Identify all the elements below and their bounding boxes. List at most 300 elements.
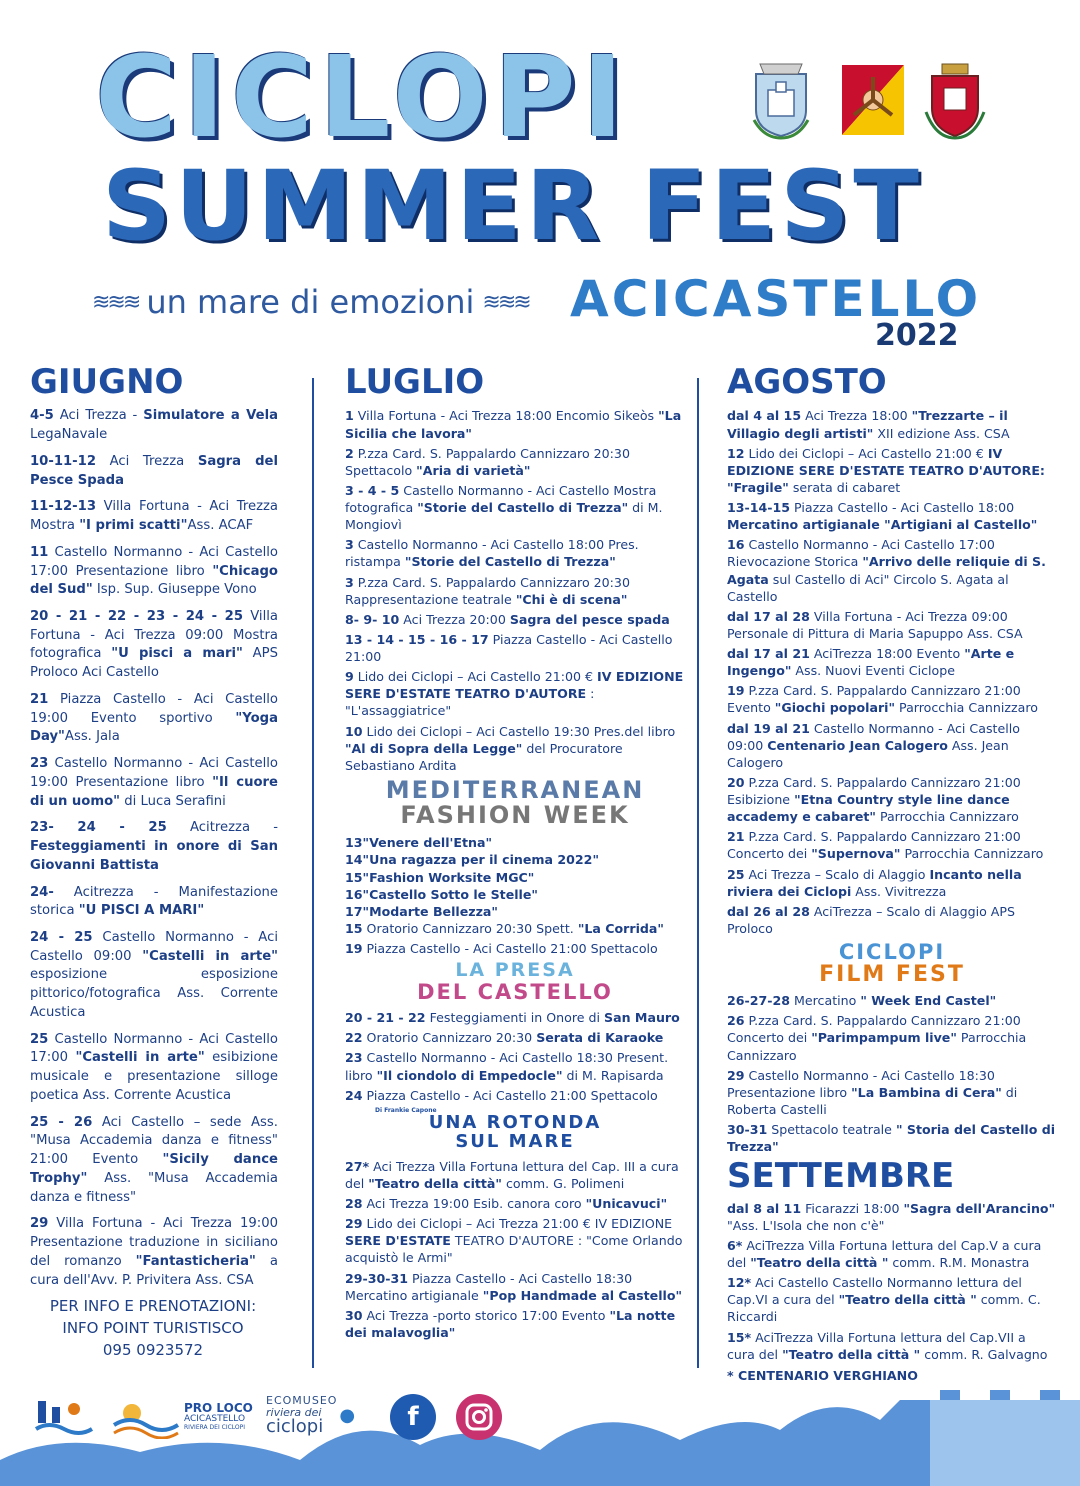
event-text: Aci Castello – sede Ass. "Musa Accademia danza e fitness" 21:00 Evento (30, 1114, 278, 1168)
event-tail: di Luca Serafini (120, 793, 226, 809)
event-entry (345, 407, 685, 441)
event-date: 15 (345, 869, 363, 885)
title-summer-fest: SUMMER FEST (102, 150, 923, 262)
event-tail: Parrocchia Cannizzaro (900, 846, 1044, 862)
event-date: dal 26 al 28 (727, 903, 810, 919)
event-entry (30, 498, 278, 535)
event-highlight: "Venere dell'Etna" (362, 835, 493, 851)
fashion-logo-line1: MEDITERRANEAN (385, 775, 645, 804)
event-highlight: "Teatro della città " (782, 1346, 921, 1362)
event-entry (727, 992, 1057, 1009)
event-highlight: "Castelli in arte" (75, 1050, 205, 1066)
event-text: Castello Normanno - Aci Castello 17:00 (30, 1031, 278, 1066)
agosto-events (727, 992, 1057, 1155)
event-highlight: "Parimpampum live" (811, 1030, 957, 1046)
event-highlight: Festeggiamenti in onore di San Giovanni Battista (30, 839, 278, 873)
event-date: 3 (345, 537, 354, 553)
event-entry (727, 720, 1057, 771)
event-highlight: Sagra del Pesce Spada (30, 453, 278, 488)
event-tail: esposizione esposizione pittorico/fotografica Ass. Corrente Acustica (30, 967, 278, 1020)
event-highlight: "Modarte Bellezza" (362, 903, 498, 919)
event-date: 13 (345, 835, 363, 851)
catania-crest-icon (922, 60, 988, 140)
event-highlight: "La Corrida" (577, 920, 664, 936)
event-highlight: "U pisci a mari" (111, 646, 243, 662)
event-entry (727, 1012, 1057, 1063)
event-text: Castello Normanno - Aci Castello 19:00 Presentazione libro (30, 756, 278, 790)
event-entry (345, 1087, 685, 1104)
event-highlight: Simulatore a Vela (143, 408, 278, 424)
event-entry (345, 1029, 685, 1046)
event-entry (727, 1237, 1057, 1271)
event-date: 3 - 4 - 5 (345, 482, 400, 498)
event-highlight: "La Sicilia che lavora" (345, 408, 682, 441)
event-highlight: Sagra del pesce spada (509, 611, 670, 627)
mediterranean-fashion-week-logo (345, 775, 685, 830)
event-highlight: "Il ciondolo di Empedocle" (376, 1067, 563, 1083)
event-text: Aci Castello Castello Normanno lettura del Cap.VI a cura del (727, 1275, 1022, 1308)
event-tail: serata di cabaret (788, 479, 901, 495)
event-tail: Ass. Jean Calogero (727, 737, 1009, 770)
event-highlight: Incanto nella riviera dei Ciclopi (727, 866, 1022, 899)
event-highlight: SERE D'ESTATE (345, 1233, 451, 1249)
proloco-line2: ACICASTELLO (184, 1414, 246, 1425)
event-entry (345, 869, 685, 886)
event-entry (345, 886, 685, 903)
event-entry (345, 1049, 685, 1083)
event-date: 27* (345, 1158, 370, 1174)
event-highlight: "Teatro della città " (838, 1292, 977, 1308)
fashion-logo-line2: FASHION WEEK (400, 801, 630, 830)
event-entry (727, 1329, 1057, 1363)
event-highlight: IV EDIZIONE SERE D'ESTATE TEATRO D'AUTORE: "Fragile" (727, 445, 1045, 495)
event-highlight: Mercatino artigianale "Artigiani al Castello" (727, 517, 1038, 533)
event-entry (30, 819, 278, 875)
column-agosto (727, 364, 1057, 1384)
proloco-logo[interactable] (110, 1395, 253, 1439)
event-date: 21 (30, 691, 49, 707)
event-date: 29-30-31 (345, 1270, 409, 1286)
event-date: 12* (727, 1275, 752, 1291)
event-highlight: "Castelli in arte" (142, 948, 279, 964)
event-text: Villa Fortuna - Aci Trezza 19:00 Presentazione traduzione in siciliano del romanzo (30, 1216, 278, 1269)
event-text: Aci Trezza - (53, 408, 144, 424)
event-entry (30, 544, 278, 600)
event-date: dal 4 al 15 (727, 408, 802, 424)
event-entry (30, 453, 278, 490)
event-entry (30, 1114, 278, 1208)
event-highlight: "Fashion Worksite MGC" (362, 869, 535, 885)
event-entry (30, 884, 278, 921)
event-text: Castello Normanno - Aci Castello 09:00 (30, 930, 279, 964)
event-text: P.zza Card. S. Pappalardo Cannizzaro 21:00 Evento (727, 683, 1021, 716)
event-text: Castello Normanno - Aci Castello 18:00 Pres. ristampa (345, 537, 639, 570)
event-tail: : "L'assaggiatrice" (345, 686, 595, 719)
event-highlight: "Fantasticheria" (135, 1253, 256, 1269)
fashion-events (345, 834, 685, 920)
waves-icon: ≋≋≋ (92, 289, 139, 315)
event-date: 14 (345, 852, 363, 868)
event-entry (345, 611, 685, 628)
event-date: 19 (345, 941, 363, 957)
waves-icon: ≋≋≋ (482, 289, 529, 315)
event-tail: Parrocchia Cannizzaro (727, 1030, 1027, 1063)
event-entry (727, 1121, 1057, 1155)
column-divider (312, 378, 314, 1368)
event-tail: comm. R. Galvagno (920, 1346, 1048, 1362)
event-date: 23 (345, 1050, 363, 1066)
event-date: 6* (727, 1237, 743, 1253)
event-date: 15 (345, 920, 363, 936)
info-phone[interactable]: 095 0923572 (102, 1340, 204, 1359)
event-highlight: "Una ragazza per il cinema 2022" (362, 852, 600, 868)
event-tail: Ass. Vivitrezza (851, 883, 947, 899)
event-text: AciTrezza – Scalo di Alaggio APS Proloco (727, 903, 1015, 936)
luglio-events (345, 920, 685, 957)
event-text: Piazza Castello - Aci Castello 18:30 Mercatino artigianale (345, 1270, 633, 1303)
event-text: Piazza Castello - Aci Castello 21:00 Spettacolo (362, 941, 658, 957)
event-highlight: IV EDIZIONE SERE D'ESTATE TEATRO D'AUTORE (345, 669, 684, 702)
event-entry (727, 682, 1057, 716)
event-text: Lido dei Ciclopi – Aci Castello 19:30 Pres.del libro (362, 723, 676, 739)
event-tail: XII edizione Ass. CSA (873, 425, 1010, 441)
event-text: Aci Trezza Villa Fortuna lettura del Cap. III a cura del (345, 1158, 679, 1191)
event-text: Aci Trezza 19:00 Esib. canora coro (362, 1196, 586, 1212)
event-text: Lido dei Ciclopi – Aci Castello 21:00 € (744, 445, 988, 461)
event-tail: Ass. ACAF (187, 518, 254, 534)
event-highlight: "Castello Sotto le Stelle" (362, 886, 538, 902)
event-tail: Ass. Nuovi Eventi Ciclope (791, 663, 955, 679)
event-date: 25 (727, 866, 745, 882)
event-entry (345, 574, 685, 608)
event-entry (727, 608, 1057, 642)
event-entry (727, 1200, 1057, 1234)
event-text: Villa Fortuna - Aci Trezza 18:00 Encomio Sikeòs (353, 408, 659, 424)
event-highlight: "Supernova" (811, 846, 901, 862)
event-highlight: Serata di Karaoke (536, 1030, 664, 1046)
event-date: 29 (345, 1216, 363, 1232)
event-text: Castello Normanno - Aci Castello 18:30 Present. libro (345, 1050, 669, 1083)
event-date: 30 (345, 1307, 363, 1323)
event-tail: sul Castello di Aci" Circolo S. Agata al Castello (727, 571, 1009, 604)
presa-logo-line1: LA PRESA (455, 959, 575, 982)
event-date: 10 (345, 723, 363, 739)
ecomuseo-line3: ciclopi (266, 1416, 324, 1438)
event-entry (30, 755, 278, 811)
month-title-giugno: GIUGNO (30, 362, 184, 402)
event-text: P.zza Card. S. Pappalardo Cannizzaro 20:30 Spettacolo (345, 445, 630, 478)
proloco-line1: PRO LOCO (184, 1401, 253, 1416)
event-date: 4-5 (30, 408, 54, 424)
event-highlight: "Arte e Ingengo" (727, 646, 1015, 679)
event-entry (727, 774, 1057, 825)
event-date: 21 (727, 829, 745, 845)
event-tail: Parrocchia Cannizzaro (895, 700, 1038, 716)
event-text: Aci Trezza -porto storico 17:00 Evento (362, 1307, 610, 1323)
event-tail: LegaNavale (30, 427, 108, 443)
event-entry (345, 903, 685, 920)
event-tail: comm. R.M. Monastra (888, 1255, 1030, 1271)
event-highlight: "Sicily dance Trophy" (30, 1152, 278, 1186)
event-highlight: "La notte dei malavoglia" (345, 1307, 676, 1340)
place-name: ACICASTELLO (570, 270, 982, 328)
event-highlight: "U PISCI A MARI" (78, 903, 205, 919)
event-date: 3 (345, 574, 354, 590)
event-highlight: "Etna Country style line dance accademy e cabaret" (727, 792, 1010, 825)
event-text: Aci Trezza – Scalo di Alaggio (744, 866, 930, 882)
event-date: 24 (345, 1087, 363, 1103)
event-entry (727, 499, 1057, 533)
event-entry (727, 536, 1057, 605)
ecomuseo-line1: ECOMUSEO (266, 1394, 338, 1407)
event-date: 22 (345, 1030, 363, 1046)
event-highlight: "Trezzarte – il Villagio degli artisti" (727, 408, 1008, 441)
event-date: 8- 9- 10 (345, 611, 400, 627)
event-text: Lido dei Ciclopi – Aci Trezza 21:00 € IV EDIZIONE (362, 1216, 673, 1232)
event-date: 16 (345, 886, 363, 902)
event-text: Aci Trezza (96, 453, 198, 469)
event-text: Aci Trezza 20:00 (399, 611, 510, 627)
municipality-logo[interactable] (34, 1395, 94, 1439)
event-tail: Parrocchia Cannizzaro (875, 809, 1019, 825)
footnote: * CENTENARIO VERGHIANO (727, 1367, 918, 1383)
acicastello-crest-icon (748, 60, 814, 140)
info-line1: PER INFO E PRENOTAZIONI: (49, 1297, 257, 1315)
event-entry (345, 445, 685, 479)
proloco-line3: RIVIERA DEI CICLOPI (184, 1424, 246, 1432)
event-entry (345, 940, 685, 957)
event-entry (727, 1274, 1057, 1325)
event-date: dal 17 al 21 (727, 646, 810, 662)
month-title-agosto: AGOSTO (727, 362, 887, 402)
event-tail: di M. Mongiovì (345, 500, 663, 533)
sicily-flag-icon (840, 60, 906, 140)
event-entry (727, 828, 1057, 862)
una-rotonda-sul-mare-logo (345, 1108, 685, 1152)
event-text: Castello Normanno - Aci Castello 18:30 Presentazione libro (727, 1067, 995, 1100)
event-date: 13 - 14 - 15 - 16 - 17 (345, 631, 489, 647)
event-entry (345, 1270, 685, 1304)
event-entry (345, 1215, 685, 1266)
event-highlight: "Arrivo delle reliquie di S. Agata (727, 554, 1046, 587)
event-highlight: " Storia del Castello di Trezza" (727, 1122, 1056, 1155)
event-date: 25 - 26 (30, 1114, 93, 1130)
event-highlight: "Yoga Day" (30, 710, 278, 745)
event-entry (30, 1031, 278, 1106)
title-ciclopi: CICLOPI (95, 33, 630, 163)
event-highlight: "Teatro della città" (368, 1175, 502, 1191)
year: 2022 (875, 318, 959, 353)
event-entry (345, 536, 685, 570)
event-entry (30, 691, 278, 747)
event-entry (345, 1158, 685, 1192)
event-entry (30, 407, 278, 444)
event-date: 24 - 25 (30, 930, 93, 946)
event-text: Castello Normanno - Aci Castello 17:00 Rievocazione Storica (727, 537, 995, 570)
column-divider (697, 378, 699, 1368)
event-entry (30, 608, 278, 683)
event-entry (727, 407, 1057, 441)
event-date: 1 (345, 408, 354, 424)
event-text: Aci Trezza 18:00 (801, 408, 912, 424)
event-highlight: "Unicavuci" (585, 1196, 668, 1212)
event-tail: Ass. Jala (64, 729, 120, 745)
event-text: Spettacolo teatrale (767, 1122, 896, 1138)
event-tail: comm. G. Polimeni (502, 1175, 625, 1191)
event-text: Festeggiamenti in Onore di (425, 1010, 605, 1026)
event-text: P.zza Card. S. Pappalardo Cannizzaro 21:00 Esibizione (727, 774, 1021, 808)
event-highlight: "Teatro della città " (750, 1255, 889, 1271)
event-date: 9 (345, 669, 354, 685)
event-text: AciTrezza Villa Fortuna lettura del Cap.VII a cura del (727, 1329, 1026, 1362)
event-text: Piazza Castello - Aci Castello 21:00 Spettacolo (362, 1087, 658, 1103)
event-date: 13-14-15 (727, 500, 791, 516)
film-fest-logo-line2: FILM FEST (819, 962, 965, 988)
event-entry (30, 929, 278, 1023)
event-entry (727, 903, 1057, 937)
rotonda-author: Di Frankie Capone (375, 1106, 437, 1114)
event-entry (727, 645, 1057, 679)
event-highlight: "La Bambina di Cera" (851, 1084, 1002, 1100)
event-entry (30, 1215, 278, 1290)
event-entry (345, 723, 685, 774)
event-date: 23 (30, 756, 49, 772)
event-highlight: "Pop Handmade al Castello" (482, 1287, 683, 1303)
event-text: Castello Normanno - Aci Castello Mostra fotografica (345, 482, 657, 516)
event-text: Piazza Castello - Aci Castello 21:00 (345, 631, 673, 665)
event-date: 15* (727, 1329, 752, 1345)
event-date: 24- (30, 884, 54, 900)
instagram-icon[interactable] (456, 1394, 502, 1440)
event-text: Ficarazzi 18:00 (801, 1200, 904, 1216)
event-date: 26 (727, 1013, 745, 1029)
event-date: 11-12-13 (30, 499, 97, 515)
event-highlight: "Storie del Castello di Trezza" (404, 554, 616, 570)
event-tail: esibizione musicale e presentazione silloge poetica Ass. Corrente Acustica (30, 1050, 278, 1103)
event-text: Acitrezza - Manifestazione storica (30, 884, 278, 919)
ecomuseo-mark-icon: ● (339, 1405, 356, 1427)
month-title-settembre: SETTEMBRE (727, 1156, 955, 1197)
event-highlight: "Chi è di scena" (515, 591, 628, 607)
event-highlight: "Giochi popolari" (774, 700, 896, 716)
event-date: 17 (345, 903, 363, 919)
event-entry (727, 1067, 1057, 1118)
presa-del-castello-logo (345, 961, 685, 1003)
ecomuseo-line2: riviera dei (266, 1405, 322, 1419)
ecomuseo-logo[interactable] (266, 1395, 355, 1437)
event-tail: "Ass. L'Isola che non c'è" (727, 1217, 885, 1233)
event-text: Villa Fortuna - Aci Trezza 09:00 Mostra fotografica (30, 609, 279, 662)
event-text: Acitrezza - (166, 820, 278, 836)
event-text: P.zza Card. S. Pappalardo Cannizzaro 21:00 Concerto dei (727, 829, 1021, 862)
event-text: Oratorio Cannizzaro 20:30 (362, 1030, 537, 1046)
tagline-text: un mare di emozioni (146, 283, 475, 321)
luglio-events (345, 407, 685, 774)
event-text: Lido dei Ciclopi – Aci Castello 21:00 € (353, 669, 598, 685)
event-highlight: San Mauro (604, 1010, 680, 1026)
tagline (92, 283, 529, 321)
event-tail: del Procuratore Sebastiano Ardita (345, 740, 623, 773)
event-text: Oratorio Cannizzaro 20:30 Spett. (362, 920, 578, 936)
luglio-events (345, 1158, 685, 1341)
event-highlight: "Sagra dell'Arancino" (903, 1200, 1056, 1216)
event-entry (345, 668, 685, 719)
event-text: Piazza Castello - Aci Castello 18:00 (790, 500, 1015, 516)
event-date: 29 (30, 1216, 49, 1232)
ciclopi-film-fest-logo (727, 941, 1057, 986)
event-date: 25 (30, 1031, 49, 1047)
event-entry (345, 482, 685, 533)
event-text: Mercatino (790, 993, 861, 1009)
event-entry (345, 1307, 685, 1341)
event-tail: Ass. "Musa Accademia danza e fitness" (30, 1170, 278, 1205)
settembre-events (727, 1200, 1057, 1363)
event-text: Castello Normanno - Aci Castello 09:00 (727, 720, 1020, 753)
event-highlight: "Il cuore di un uomo" (30, 774, 279, 809)
event-highlight: " Week End Castel" (860, 993, 997, 1009)
giugno-events (30, 407, 278, 1290)
poster-header (0, 0, 1080, 360)
event-highlight: "Chicago del Sud" (30, 563, 278, 598)
event-date: 20 - 21 - 22 (345, 1010, 426, 1026)
event-date: 30-31 (727, 1122, 768, 1138)
event-entry (345, 920, 685, 937)
event-text: AciTrezza 18:00 Evento (809, 646, 965, 662)
event-text: Castello Normanno - Aci Castello 17:00 Presentazione libro (30, 544, 278, 579)
event-text: Villa Fortuna - Aci Trezza Mostra (30, 499, 278, 534)
event-date: 20 (727, 774, 745, 790)
event-text: P.zza Card. S. Pappalardo Cannizzaro 20:30 Rappresentazione teatrale (345, 574, 630, 607)
event-date: 28 (345, 1196, 363, 1212)
event-entry (345, 631, 685, 665)
event-highlight: "I primi scatti" (79, 518, 188, 534)
event-text: P.zza Card. S. Pappalardo Cannizzaro 21:00 Concerto dei (727, 1013, 1021, 1046)
event-date: 16 (727, 537, 745, 553)
event-tail: a cura dell'Avv. P. Privitera Ass. CSA (30, 1253, 278, 1288)
event-date: 11 (30, 544, 49, 560)
event-tail: di M. Rapisarda (562, 1067, 664, 1083)
event-entry (727, 445, 1057, 496)
event-text: Piazza Castello - Aci Castello 19:00 Evento sportivo (30, 691, 278, 726)
month-title-luglio: LUGLIO (345, 362, 485, 402)
event-date: dal 8 al 11 (727, 1200, 802, 1216)
event-tail: comm. C. Riccardi (727, 1292, 1041, 1325)
facebook-icon[interactable]: f (390, 1394, 436, 1440)
event-date: 29 (727, 1067, 745, 1083)
luglio-events (345, 1009, 685, 1104)
rotonda-logo-line2: SUL MARE (455, 1130, 575, 1152)
event-date: 19 (727, 683, 745, 699)
event-highlight: Centenario Jean Calogero (767, 737, 948, 753)
event-date: 12 (727, 445, 745, 461)
event-entry (345, 1009, 685, 1026)
event-date: 20 - 21 - 22 - 23 - 24 - 25 (30, 609, 244, 624)
presa-logo-line2: DEL CASTELLO (417, 980, 613, 1005)
event-tail: TEATRO D'AUTORE : "Come Orlando acquistò le Armi" (345, 1233, 683, 1266)
event-date: 26-27-28 (727, 993, 791, 1009)
event-highlight: "Aria di varietà" (416, 462, 531, 478)
event-text: AciTrezza Villa Fortuna lettura del Cap.V a cura del (727, 1237, 1042, 1271)
event-date: 2 (345, 445, 354, 461)
event-date: dal 19 al 21 (727, 720, 810, 736)
event-tail: Isp. Sup. Giuseppe Vono (92, 582, 257, 598)
event-tail: APS Proloco Aci Castello (30, 646, 278, 681)
event-entry (345, 1195, 685, 1212)
info-line2: INFO POINT TURISTISCO (62, 1318, 244, 1337)
event-tail: di Roberta Castelli (727, 1084, 1018, 1117)
agosto-events (727, 407, 1057, 937)
event-entry (345, 834, 685, 851)
